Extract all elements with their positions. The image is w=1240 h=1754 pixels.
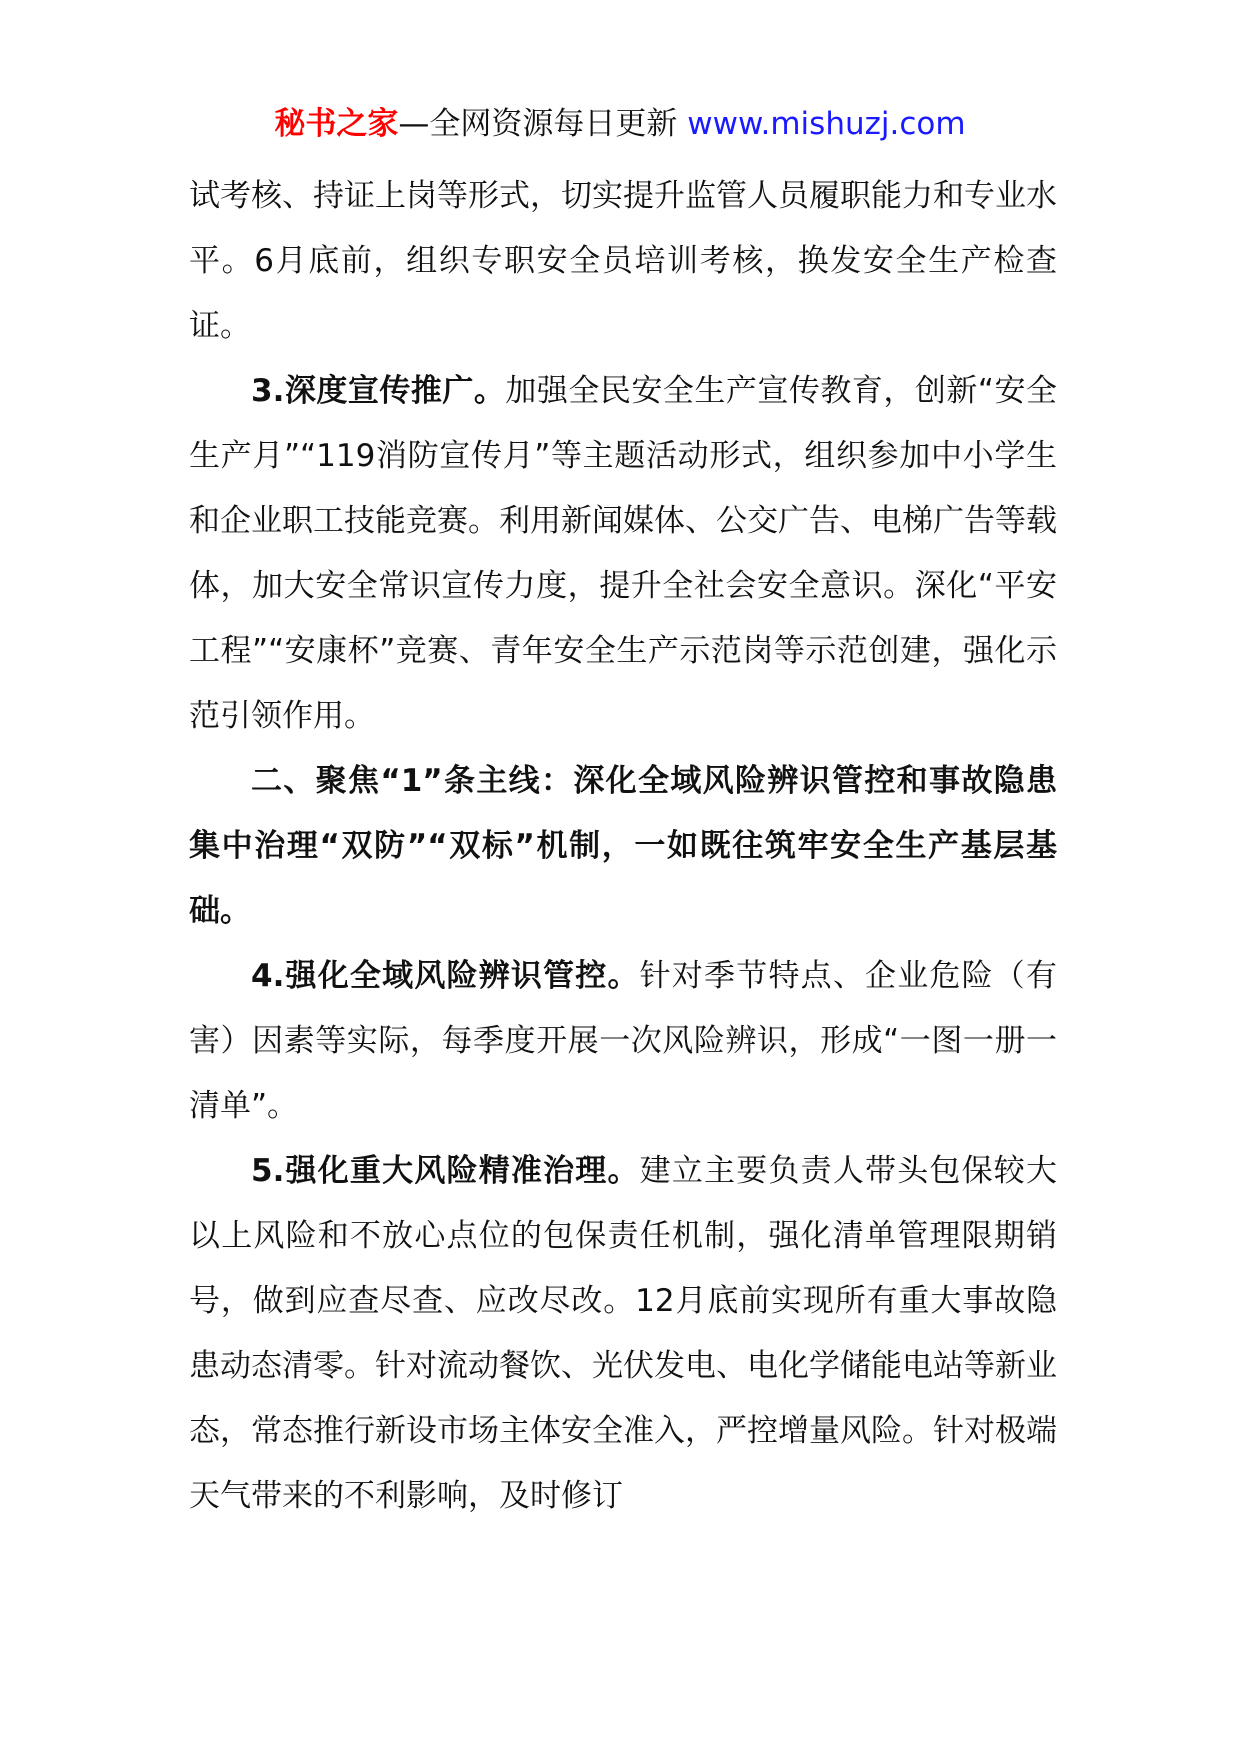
site-slogan: —全网资源每日更新 [398,106,688,142]
site-url[interactable]: www.mishuzj.com [687,106,966,142]
paragraph-item-5 [189,1139,1057,1529]
paragraph-continued [189,164,1057,359]
paragraph-item-3 [189,359,1057,749]
paragraph-item-4 [189,944,1057,1139]
section-heading-2 [189,749,1057,944]
page-header [0,102,1240,146]
item-heading: 3.深度宣传推广。 [251,373,506,409]
item-heading: 4.强化全域风险辨识管控。 [251,958,640,994]
paragraph-text: 针对季节特点、企业危险（有害）因素等实际，每季度开展一次风险辨识，形成“一图一册一清单”。 [189,958,1057,1124]
item-heading: 5.强化重大风险精准治理。 [251,1153,640,1189]
paragraph-text: 加强全民安全生产宣传教育，创新“安全生产月”“119消防宣传月”等主题活动形式，组织参加中小学生和企业职工技能竞赛。利用新闻媒体、公交广告、电梯广告等载体，加大安全常识宣传力度，提升全社会安全意识。深化“平安工程”“安康杯”竞赛、青年安全生产示范岗等示范创建，强化示范引领作用。 [189,373,1057,734]
paragraph-text: 建立主要负责人带头包保较大以上风险和不放心点位的包保责任机制，强化清单管理限期销号，做到应查尽查、应改尽改。12月底前实现所有重大事故隐患动态清零。针对流动餐饮、光伏发电、电化学储能电站等新业态，常态推行新设市场主体安全准入，严控增量风险。针对极端天气带来的不利影响，及时修订 [189,1153,1057,1514]
paragraph-text: 试考核、持证上岗等形式，切实提升监管人员履职能力和专业水平。6月底前，组织专职安全员培训考核，换发安全生产检查证。 [189,178,1057,344]
document-body [189,164,1057,1529]
section-heading-text: 二、聚焦“1”条主线：深化全域风险辨识管控和事故隐患集中治理“双防”“双标”机制，一如既往筑牢安全生产基层基础。 [189,763,1057,929]
site-brand: 秘书之家 [274,106,399,142]
